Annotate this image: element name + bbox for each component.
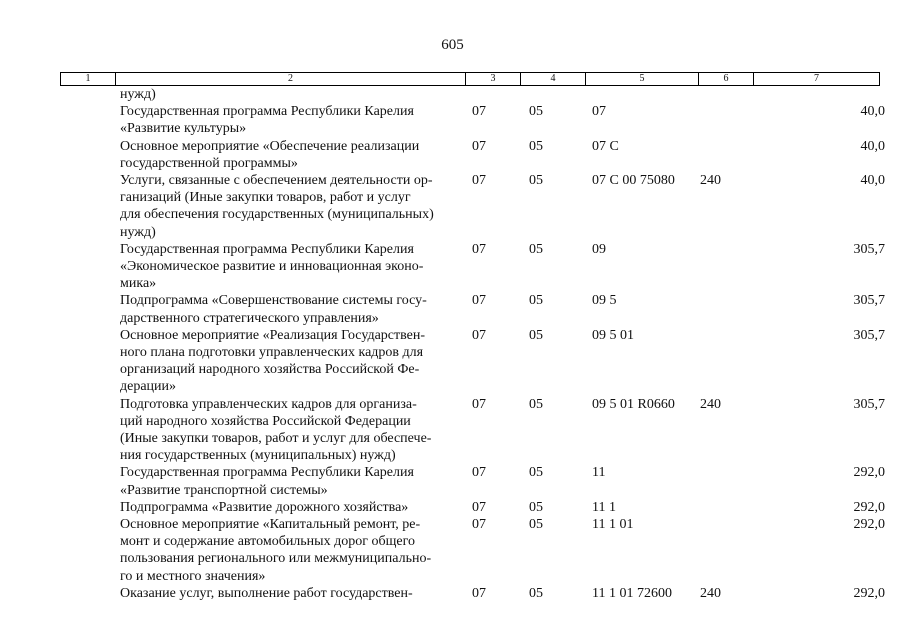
row-amount-cell: 40,0 bbox=[860, 173, 885, 189]
row-subsection-cell: 05 bbox=[529, 517, 543, 533]
row-section-cell: 07 bbox=[472, 465, 486, 481]
table-row bbox=[0, 138, 905, 172]
row-name-cell: Основное мероприятие «Капитальный ремонт, ре- монт и содержание автомобильных дорог общего пользования регионального или межмуниципально- го и местного значения» bbox=[120, 517, 432, 584]
row-target-code-cell: 09 bbox=[592, 241, 606, 257]
row-section-cell: 07 bbox=[472, 173, 486, 189]
column-header-2: 2 bbox=[116, 73, 466, 86]
row-subsection-cell bbox=[522, 86, 589, 103]
row-amount-cell: 305,7 bbox=[853, 327, 885, 343]
row-name-cell: Государственная программа Республики Карелия «Развитие культуры» bbox=[120, 104, 414, 137]
table-row bbox=[0, 499, 905, 516]
row-expense-type-cell bbox=[700, 499, 750, 516]
row-amount-cell: 292,0 bbox=[853, 465, 885, 481]
row-section-cell: 07 bbox=[472, 138, 486, 154]
table-row bbox=[0, 103, 905, 137]
row-name-cell: Государственная программа Республики Карелия «Развитие транспортной системы» bbox=[120, 465, 414, 498]
table-row bbox=[0, 241, 905, 293]
row-section-cell bbox=[470, 86, 522, 103]
row-target-code-cell bbox=[589, 86, 700, 103]
row-amount-cell: 292,0 bbox=[853, 499, 885, 515]
column-header-1: 1 bbox=[61, 73, 116, 86]
table-row bbox=[0, 585, 905, 602]
row-section-cell: 07 bbox=[472, 585, 486, 601]
row-target-code-cell: 09 5 01 bbox=[592, 327, 634, 343]
row-target-code-cell: 07 bbox=[592, 104, 606, 120]
row-expense-type-cell bbox=[700, 292, 750, 326]
row-subsection-cell: 05 bbox=[529, 585, 543, 601]
row-subsection-cell: 05 bbox=[529, 396, 543, 412]
row-amount-cell: 292,0 bbox=[853, 585, 885, 601]
row-amount-cell: 305,7 bbox=[853, 396, 885, 412]
row-subsection-cell: 05 bbox=[529, 138, 543, 154]
row-expense-type-cell: 240 bbox=[700, 396, 721, 412]
row-subsection-cell: 05 bbox=[529, 293, 543, 309]
table-row bbox=[0, 516, 905, 585]
row-amount-cell: 305,7 bbox=[853, 293, 885, 309]
row-name-cell: Подпрограмма «Совершенствование системы госу- дарственного стратегического управления» bbox=[120, 293, 427, 326]
row-name-cell: Подпрограмма «Развитие дорожного хозяйства» bbox=[120, 499, 409, 515]
column-header-5: 5 bbox=[586, 73, 699, 86]
column-header-table bbox=[60, 72, 880, 86]
row-target-code-cell: 09 5 01 R0660 bbox=[592, 396, 675, 412]
row-name-cell: Основное мероприятие «Реализация Государствен- ного плана подготовки управленческих кадров для организаций народного хозяйства Российской Фе- дерации» bbox=[120, 327, 426, 395]
row-subsection-cell: 05 bbox=[529, 499, 543, 515]
row-subsection-cell: 05 bbox=[529, 104, 543, 120]
row-expense-type-cell bbox=[700, 516, 750, 585]
row-section-cell: 07 bbox=[472, 241, 486, 257]
row-amount-cell bbox=[750, 86, 885, 103]
row-expense-type-cell: 240 bbox=[700, 585, 721, 601]
row-section-cell: 07 bbox=[472, 104, 486, 120]
row-name-cell: Оказание услуг, выполнение работ государствен- bbox=[120, 585, 413, 601]
row-target-code-cell: 11 bbox=[592, 465, 606, 481]
row-expense-type-cell bbox=[700, 464, 750, 498]
row-target-code-cell: 07 С bbox=[592, 138, 619, 154]
row-target-code-cell: 07 С 00 75080 bbox=[592, 173, 675, 189]
table-row bbox=[0, 86, 905, 103]
table-row bbox=[0, 464, 905, 498]
row-expense-type-cell bbox=[700, 327, 750, 396]
row-subsection-cell: 05 bbox=[529, 327, 543, 343]
row-name-cell: Услуги, связанные с обеспечением деятельности ор- ганизаций (Иные закупки товаров, работ и услуг для обеспечения государственных (муниципальных) нужд) bbox=[120, 173, 434, 240]
row-amount-cell: 40,0 bbox=[860, 104, 885, 120]
row-section-cell: 07 bbox=[472, 517, 486, 533]
row-expense-type-cell bbox=[700, 86, 750, 103]
row-target-code-cell: 11 1 bbox=[592, 499, 616, 515]
row-name-cell: нужд) bbox=[120, 87, 156, 102]
row-target-code-cell: 11 1 01 bbox=[592, 517, 634, 533]
row-section-cell: 07 bbox=[472, 499, 486, 515]
row-section-cell: 07 bbox=[472, 396, 486, 412]
table-row bbox=[0, 292, 905, 326]
row-target-code-cell: 11 1 01 72600 bbox=[592, 585, 672, 601]
row-expense-type-cell bbox=[700, 241, 750, 293]
page-number: 605 bbox=[441, 37, 464, 53]
column-header-4: 4 bbox=[521, 73, 586, 86]
row-amount-cell: 40,0 bbox=[860, 138, 885, 154]
row-section-cell: 07 bbox=[472, 327, 486, 343]
row-section-cell: 07 bbox=[472, 293, 486, 309]
column-header-3: 3 bbox=[466, 73, 521, 86]
row-amount-cell: 305,7 bbox=[853, 241, 885, 257]
column-header-7: 7 bbox=[754, 73, 880, 86]
table-row bbox=[0, 172, 905, 241]
row-name-cell: Основное мероприятие «Обеспечение реализации государственной программы» bbox=[120, 138, 420, 171]
row-amount-cell: 292,0 bbox=[853, 517, 885, 533]
row-name-cell: Государственная программа Республики Карелия «Экономическое развитие и инновационная эконо- мика» bbox=[120, 241, 424, 292]
row-name-cell: Подготовка управленческих кадров для организа- ций народного хозяйства Российской Федерации (Иные закупки товаров, работ и услуг для обеспече- ния государственных (муниципальных) нужд) bbox=[120, 396, 432, 464]
row-expense-type-cell: 240 bbox=[700, 173, 721, 189]
table-row bbox=[0, 396, 905, 465]
row-subsection-cell: 05 bbox=[529, 173, 543, 189]
row-expense-type-cell bbox=[700, 103, 750, 137]
table-row bbox=[0, 327, 905, 396]
row-expense-type-cell bbox=[700, 138, 750, 172]
row-subsection-cell: 05 bbox=[529, 465, 543, 481]
budget-table-body bbox=[0, 86, 905, 602]
row-subsection-cell: 05 bbox=[529, 241, 543, 257]
column-header-6: 6 bbox=[699, 73, 754, 86]
row-target-code-cell: 09 5 bbox=[592, 293, 617, 309]
